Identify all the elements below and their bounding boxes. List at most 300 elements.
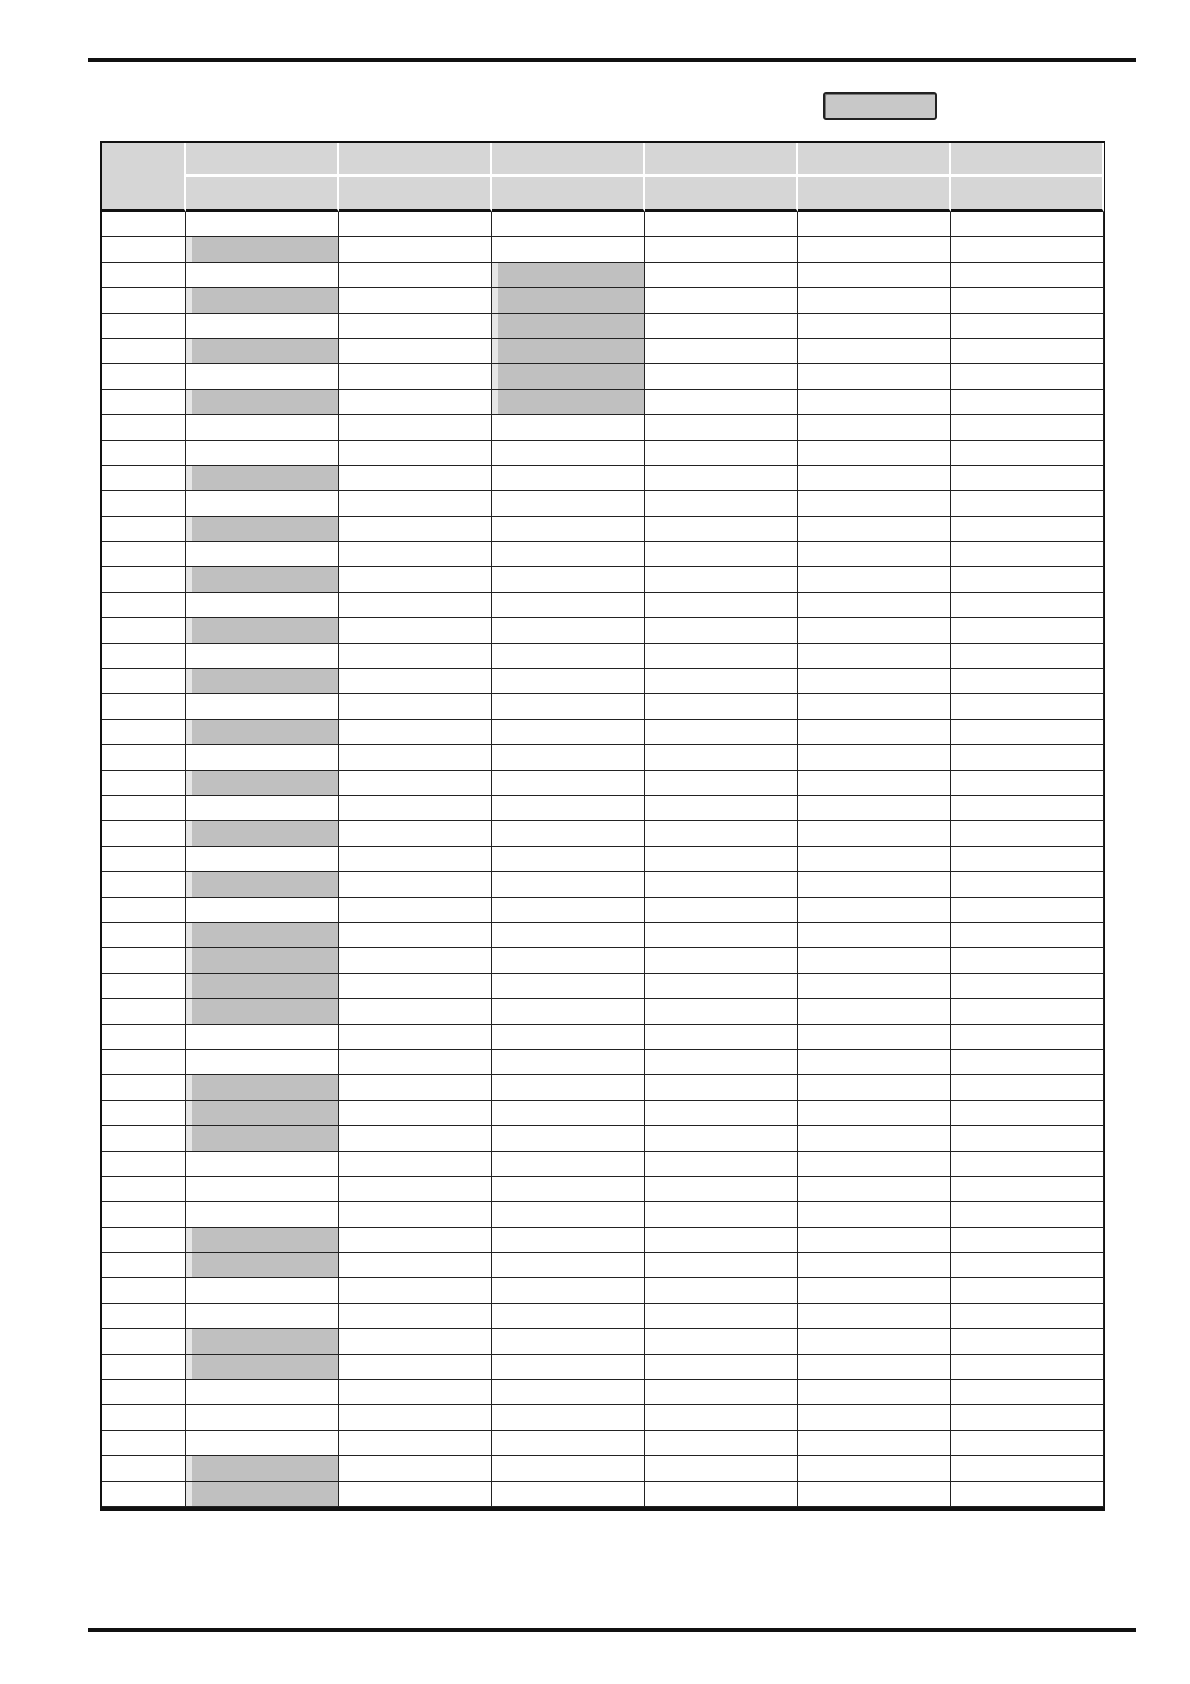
shaded-table-cell (186, 1355, 339, 1380)
table-cell (186, 1405, 339, 1430)
table-cell (102, 847, 186, 872)
table-cell (102, 1355, 186, 1380)
table-cell (798, 441, 951, 466)
table-cell (339, 1101, 492, 1126)
table-cell (492, 1228, 645, 1253)
table-cell (339, 974, 492, 999)
header-cell (339, 143, 492, 177)
shaded-table-cell (186, 872, 339, 897)
table-cell (492, 694, 645, 719)
table-cell (645, 1101, 798, 1126)
table-cell (492, 644, 645, 669)
shaded-table-cell (492, 364, 645, 389)
table-cell (798, 694, 951, 719)
table-cell (102, 694, 186, 719)
table-cell (645, 263, 798, 288)
table-cell (492, 1253, 645, 1278)
header-cell (645, 177, 798, 212)
table-cell (492, 1202, 645, 1227)
shaded-table-cell (186, 1228, 339, 1253)
table-cell (951, 237, 1104, 262)
table-cell (951, 517, 1104, 542)
table-cell (798, 1380, 951, 1405)
table-cell (951, 1456, 1104, 1481)
table-cell (951, 390, 1104, 415)
table-cell (339, 1304, 492, 1329)
header-cell (339, 177, 492, 212)
table-cell (798, 1253, 951, 1278)
table-cell (798, 466, 951, 491)
table-cell (798, 821, 951, 846)
table-cell (951, 872, 1104, 897)
table-cell (492, 517, 645, 542)
table-cell (798, 567, 951, 592)
table-cell (798, 898, 951, 923)
table-cell (102, 542, 186, 567)
table-cell (492, 1482, 645, 1507)
table-cell (339, 948, 492, 973)
table-cell (492, 1380, 645, 1405)
table-cell (102, 1253, 186, 1278)
table-cell (186, 441, 339, 466)
table-cell (951, 364, 1104, 389)
table-cell (645, 1025, 798, 1050)
table-cell (645, 364, 798, 389)
table-cell (645, 948, 798, 973)
table-cell (339, 618, 492, 643)
table-cell (645, 237, 798, 262)
table-cell (951, 1228, 1104, 1253)
table-cell (492, 796, 645, 821)
table-cell (102, 390, 186, 415)
table-cell (492, 974, 645, 999)
table-cell (492, 1025, 645, 1050)
table-cell (798, 1431, 951, 1456)
table-cell (798, 1050, 951, 1075)
table-cell (492, 1075, 645, 1100)
table-cell (492, 1126, 645, 1151)
table-cell (645, 644, 798, 669)
table-cell (645, 796, 798, 821)
table-cell (102, 491, 186, 516)
shaded-table-cell (492, 314, 645, 339)
table-cell (339, 999, 492, 1024)
table-cell (645, 1050, 798, 1075)
header-cell (798, 177, 951, 212)
table-cell (339, 1355, 492, 1380)
table-cell (645, 1304, 798, 1329)
table-cell (951, 212, 1104, 237)
shaded-table-cell (186, 618, 339, 643)
table-cell (798, 1329, 951, 1354)
table-cell (102, 1431, 186, 1456)
table-cell (102, 923, 186, 948)
table-cell (798, 872, 951, 897)
table-cell (339, 1075, 492, 1100)
table-cell (798, 974, 951, 999)
table-cell (492, 1050, 645, 1075)
table-cell (645, 898, 798, 923)
table-cell (186, 1431, 339, 1456)
table-cell (645, 1431, 798, 1456)
table-cell (798, 339, 951, 364)
table-cell (798, 1177, 951, 1202)
shaded-table-cell (186, 720, 339, 745)
table-cell (339, 441, 492, 466)
table-cell (492, 1355, 645, 1380)
shaded-table-cell (186, 948, 339, 973)
table-cell (186, 1177, 339, 1202)
table-cell (102, 999, 186, 1024)
table-cell (798, 1202, 951, 1227)
table-cell (951, 263, 1104, 288)
table-cell (339, 745, 492, 770)
table-cell (798, 237, 951, 262)
table-cell (798, 542, 951, 567)
table-cell (102, 1050, 186, 1075)
table-cell (798, 1126, 951, 1151)
table-cell (339, 923, 492, 948)
table-cell (645, 390, 798, 415)
shaded-table-cell (492, 288, 645, 313)
header-cell (492, 143, 645, 177)
table-cell (645, 212, 798, 237)
table-cell (798, 263, 951, 288)
table-cell (339, 567, 492, 592)
table-cell (339, 390, 492, 415)
table-cell (186, 314, 339, 339)
table-cell (798, 669, 951, 694)
table-cell (951, 1329, 1104, 1354)
table-cell (951, 694, 1104, 719)
table-cell (339, 237, 492, 262)
table-cell (339, 872, 492, 897)
table-cell (186, 898, 339, 923)
table-cell (951, 1177, 1104, 1202)
table-cell (339, 1202, 492, 1227)
table-cell (645, 847, 798, 872)
table-cell (951, 1278, 1104, 1303)
table-cell (951, 542, 1104, 567)
shaded-table-cell (492, 390, 645, 415)
table-cell (339, 720, 492, 745)
table-cell (102, 517, 186, 542)
table-cell (492, 1304, 645, 1329)
table-cell (951, 1101, 1104, 1126)
table-cell (798, 415, 951, 440)
table-cell (186, 1304, 339, 1329)
table-cell (186, 491, 339, 516)
table-cell (186, 1152, 339, 1177)
table-cell (645, 1329, 798, 1354)
table-cell (339, 263, 492, 288)
top-rule (88, 58, 1136, 62)
table-cell (102, 567, 186, 592)
table-cell (798, 1278, 951, 1303)
table-cell (645, 745, 798, 770)
table-cell (645, 669, 798, 694)
table-cell (339, 466, 492, 491)
table-cell (102, 974, 186, 999)
table-cell (645, 339, 798, 364)
table-cell (339, 1329, 492, 1354)
table-cell (951, 847, 1104, 872)
table-cell (645, 923, 798, 948)
table-cell (798, 1482, 951, 1507)
table-cell (339, 593, 492, 618)
table-cell (798, 593, 951, 618)
table-cell (645, 821, 798, 846)
shaded-table-cell (186, 1126, 339, 1151)
table-cell (798, 1025, 951, 1050)
table-cell (492, 923, 645, 948)
table-cell (102, 796, 186, 821)
table-cell (798, 364, 951, 389)
table-cell (951, 1380, 1104, 1405)
table-cell (339, 1177, 492, 1202)
table-cell (492, 745, 645, 770)
table-cell (492, 898, 645, 923)
table-cell (951, 644, 1104, 669)
table-cell (492, 237, 645, 262)
table-cell (798, 796, 951, 821)
table-cell (645, 999, 798, 1024)
shaded-table-cell (492, 263, 645, 288)
table-cell (798, 1355, 951, 1380)
table-cell (339, 644, 492, 669)
table-cell (951, 415, 1104, 440)
shaded-table-cell (186, 1075, 339, 1100)
table-cell (339, 796, 492, 821)
table-cell (339, 847, 492, 872)
table-cell (339, 491, 492, 516)
table-cell (645, 288, 798, 313)
table-cell (645, 491, 798, 516)
table-cell (645, 1152, 798, 1177)
table-cell (339, 1126, 492, 1151)
table-cell (951, 1482, 1104, 1507)
table-cell (492, 669, 645, 694)
table-cell (645, 720, 798, 745)
table-cell (951, 618, 1104, 643)
table-cell (102, 948, 186, 973)
table-cell (645, 1228, 798, 1253)
shaded-table-cell (186, 339, 339, 364)
table-cell (102, 212, 186, 237)
table-cell (186, 1202, 339, 1227)
table-cell (798, 948, 951, 973)
table-cell (798, 771, 951, 796)
table-cell (645, 1456, 798, 1481)
table-cell (102, 237, 186, 262)
table-cell (798, 847, 951, 872)
table-cell (645, 314, 798, 339)
table-cell (102, 339, 186, 364)
table-cell (492, 720, 645, 745)
table-cell (798, 314, 951, 339)
table-cell (339, 288, 492, 313)
table-cell (492, 1456, 645, 1481)
table-cell (186, 1050, 339, 1075)
table-cell (645, 771, 798, 796)
table-cell (102, 1329, 186, 1354)
table-cell (951, 314, 1104, 339)
table-cell (492, 593, 645, 618)
table-cell (339, 1152, 492, 1177)
table-cell (102, 593, 186, 618)
table-cell (186, 1278, 339, 1303)
shaded-table-cell (492, 339, 645, 364)
table-cell (951, 771, 1104, 796)
shaded-table-cell (186, 1253, 339, 1278)
table-cell (492, 212, 645, 237)
table-cell (645, 1278, 798, 1303)
tag-box (823, 92, 937, 120)
table-cell (951, 669, 1104, 694)
table-cell (339, 364, 492, 389)
table-cell (645, 441, 798, 466)
table-cell (798, 288, 951, 313)
table-cell (951, 1431, 1104, 1456)
table-cell (951, 1405, 1104, 1430)
table-cell (645, 618, 798, 643)
header-cell (951, 177, 1104, 212)
table-cell (102, 288, 186, 313)
table-cell (951, 1355, 1104, 1380)
header-cell (492, 177, 645, 212)
header-cell (645, 143, 798, 177)
table-cell (951, 745, 1104, 770)
table-cell (102, 1405, 186, 1430)
table-cell (492, 466, 645, 491)
table-cell (339, 517, 492, 542)
shaded-table-cell (186, 517, 339, 542)
shaded-table-cell (186, 1456, 339, 1481)
table-cell (645, 517, 798, 542)
table-cell (102, 745, 186, 770)
table-cell (798, 644, 951, 669)
table-cell (798, 1405, 951, 1430)
table-cell (645, 1380, 798, 1405)
bottom-rule (88, 1628, 1136, 1632)
table-cell (102, 1202, 186, 1227)
shaded-table-cell (186, 669, 339, 694)
table-cell (951, 1025, 1104, 1050)
table-cell (951, 567, 1104, 592)
table-cell (186, 1025, 339, 1050)
table-cell (492, 567, 645, 592)
table-cell (102, 1101, 186, 1126)
table-cell (186, 415, 339, 440)
shaded-table-cell (186, 974, 339, 999)
table-cell (645, 1355, 798, 1380)
header-corner-cell (102, 143, 186, 212)
table-cell (186, 593, 339, 618)
data-table (100, 141, 1105, 1511)
table-cell (645, 466, 798, 491)
shaded-table-cell (186, 1101, 339, 1126)
table-cell (492, 441, 645, 466)
table-cell (339, 1025, 492, 1050)
table-cell (102, 364, 186, 389)
table-cell (798, 745, 951, 770)
table-cell (102, 872, 186, 897)
table-cell (645, 415, 798, 440)
table-cell (102, 466, 186, 491)
table-cell (186, 796, 339, 821)
table-cell (798, 1456, 951, 1481)
table-cell (492, 618, 645, 643)
table-cell (645, 542, 798, 567)
table-cell (102, 1177, 186, 1202)
table-cell (951, 720, 1104, 745)
table-cell (102, 618, 186, 643)
table-cell (645, 567, 798, 592)
shaded-table-cell (186, 821, 339, 846)
shaded-table-cell (186, 1329, 339, 1354)
table-cell (951, 441, 1104, 466)
table-cell (492, 1431, 645, 1456)
shaded-table-cell (186, 567, 339, 592)
table-cell (645, 974, 798, 999)
shaded-table-cell (186, 390, 339, 415)
table-cell (102, 1025, 186, 1050)
table-cell (951, 1152, 1104, 1177)
table-cell (102, 314, 186, 339)
table-cell (492, 771, 645, 796)
table-cell (951, 796, 1104, 821)
shaded-table-cell (186, 1482, 339, 1507)
table-cell (339, 669, 492, 694)
table-cell (339, 415, 492, 440)
table-cell (339, 542, 492, 567)
table-cell (951, 821, 1104, 846)
table-cell (102, 415, 186, 440)
table-cell (492, 1278, 645, 1303)
table-cell (951, 898, 1104, 923)
table-cell (339, 212, 492, 237)
table-cell (951, 593, 1104, 618)
table-cell (951, 923, 1104, 948)
table-cell (339, 1253, 492, 1278)
table-cell (102, 1228, 186, 1253)
header-cell (186, 177, 339, 212)
header-cell (798, 143, 951, 177)
table-cell (492, 1152, 645, 1177)
table-cell (339, 1456, 492, 1481)
table-cell (645, 694, 798, 719)
shaded-table-cell (186, 288, 339, 313)
table-cell (339, 1228, 492, 1253)
table-cell (951, 1304, 1104, 1329)
table-cell (645, 1405, 798, 1430)
table-cell (951, 491, 1104, 516)
shaded-table-cell (186, 999, 339, 1024)
table-cell (951, 339, 1104, 364)
table-cell (951, 1126, 1104, 1151)
table-cell (492, 1405, 645, 1430)
table-cell (339, 1380, 492, 1405)
table-cell (186, 694, 339, 719)
table-cell (492, 1101, 645, 1126)
table-cell (102, 1278, 186, 1303)
table-cell (798, 720, 951, 745)
table-cell (492, 872, 645, 897)
table-cell (798, 390, 951, 415)
table-cell (645, 872, 798, 897)
table-cell (339, 339, 492, 364)
table-cell (186, 542, 339, 567)
